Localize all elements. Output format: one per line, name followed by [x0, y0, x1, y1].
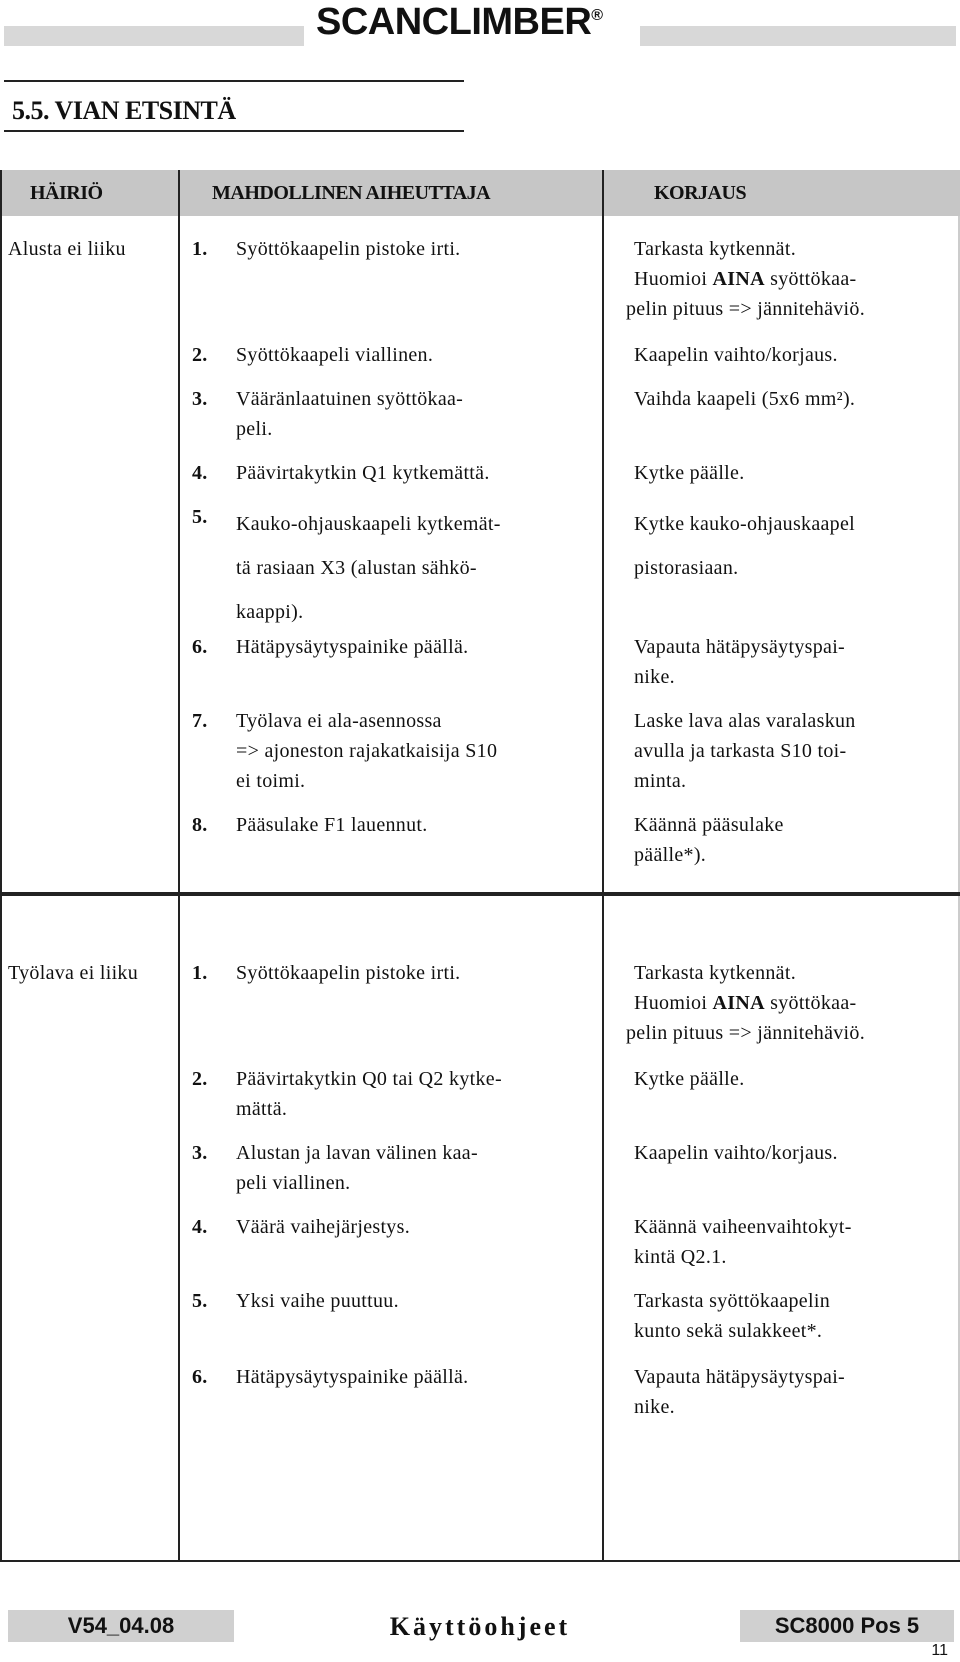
brand-text: SCANCLIMBER [316, 1, 592, 43]
header-cause: MAHDOLLINEN AIHEUTTAJA [212, 182, 491, 204]
cause-text: Vääränlaatuinen syöttökaa- peli. [236, 388, 464, 440]
fault-label: Alusta ei liiku [8, 238, 126, 260]
header-fault: HÄIRIÖ [30, 182, 103, 204]
title-rule-bottom [4, 130, 464, 132]
fix-text: Käännä pääsulake päälle*). [634, 814, 784, 866]
cause-text: Syöttökaapeli viallinen. [236, 344, 434, 366]
fix-text: Kytke päälle. [634, 462, 745, 484]
row-number: 3. [192, 1142, 208, 1164]
brand-logo [310, 0, 609, 44]
header-bar-left [4, 26, 304, 46]
cause-text: Pääsulake F1 lauennut. [236, 814, 428, 836]
cause-text: Syöttökaapelin pistoke irti. [236, 962, 461, 984]
fix-text: Tarkasta kytkennät. Huomioi AINA syöttökaa- pelin pituus => jännitehäviö. [626, 238, 866, 320]
fix-text: Vapauta hätäpysäytyspai- nike. [634, 1366, 846, 1418]
fix-text: Kaapelin vaihto/korjaus. [634, 344, 838, 366]
cause-text: Päävirtakytkin Q0 tai Q2 kytke- mättä. [236, 1068, 502, 1120]
fix-text: Kytke kauko-ohjauskaapel pistorasiaan. [634, 513, 856, 579]
row-number: 2. [192, 1068, 208, 1090]
fix-text: Kaapelin vaihto/korjaus. [634, 1142, 838, 1164]
cause-text: Hätäpysäytyspainike päällä. [236, 1366, 469, 1388]
section-title: 5.5. VIAN ETSINTÄ [12, 96, 236, 125]
row-number: 1. [192, 962, 208, 984]
cause-text: Alustan ja lavan välinen kaa- peli viallinen. [236, 1142, 478, 1194]
row-number: 6. [192, 636, 208, 658]
row-number: 4. [192, 462, 208, 484]
cause-text: Päävirtakytkin Q1 kytkemättä. [236, 462, 490, 484]
row-number: 7. [192, 710, 208, 732]
fault-label: Työlava ei liiku [8, 962, 139, 984]
header-fix: KORJAUS [654, 182, 747, 204]
fix-text: Tarkasta kytkennät. Huomioi AINA syöttökaa- pelin pituus => jännitehäviö. [626, 962, 866, 1044]
fix-text: Kytke päälle. [634, 1068, 745, 1090]
cause-text: Kauko-ohjauskaapeli kytkemät- tä rasiaan X3 (alustan sähkö- kaappi). [236, 513, 501, 623]
title-rule-top [4, 80, 464, 82]
row-number: 2. [192, 344, 208, 366]
fix-text: Tarkasta syöttökaapelin kunto sekä sulakkeet*. [634, 1290, 830, 1342]
row-number: 5. [192, 1290, 208, 1312]
cause-text: Työlava ei ala-asennossa => ajoneston rajakatkaisija S10 ei toimi. [236, 710, 498, 792]
fix-text: Vaihda kaapeli (5x6 mm²). [634, 388, 856, 410]
registered-mark: ® [591, 7, 603, 24]
row-number: 3. [192, 388, 208, 410]
row-number: 4. [192, 1216, 208, 1238]
row-number: 1. [192, 238, 208, 260]
row-number: 6. [192, 1366, 208, 1388]
fix-text: Laske lava alas varalaskun avulla ja tarkasta S10 toi- minta. [634, 710, 856, 792]
fix-text: Käännä vaiheenvaihtokyt- kintä Q2.1. [634, 1216, 852, 1268]
table-border-left [0, 170, 2, 1562]
cause-text: Hätäpysäytyspainike päällä. [236, 636, 469, 658]
row-number: 8. [192, 814, 208, 836]
table-bottom [0, 1560, 960, 1562]
table-divider-1 [178, 170, 180, 1562]
fix-text: Vapauta hätäpysäytyspai- nike. [634, 636, 846, 688]
table-divider-2 [602, 170, 604, 1562]
page-number: 11 [931, 1642, 948, 1659]
header-bar-right [640, 26, 956, 46]
footer-model: SC8000 Pos 5 [740, 1610, 954, 1642]
footer-title: Käyttöohjeet [389, 1612, 571, 1641]
cause-text: Yksi vaihe puuttuu. [236, 1290, 399, 1312]
row-number: 5. [192, 506, 208, 528]
group-separator [0, 892, 960, 896]
footer-version: V54_04.08 [8, 1610, 234, 1642]
cause-text: Väärä vaihejärjestys. [236, 1216, 410, 1238]
cause-text: Syöttökaapelin pistoke irti. [236, 238, 461, 260]
